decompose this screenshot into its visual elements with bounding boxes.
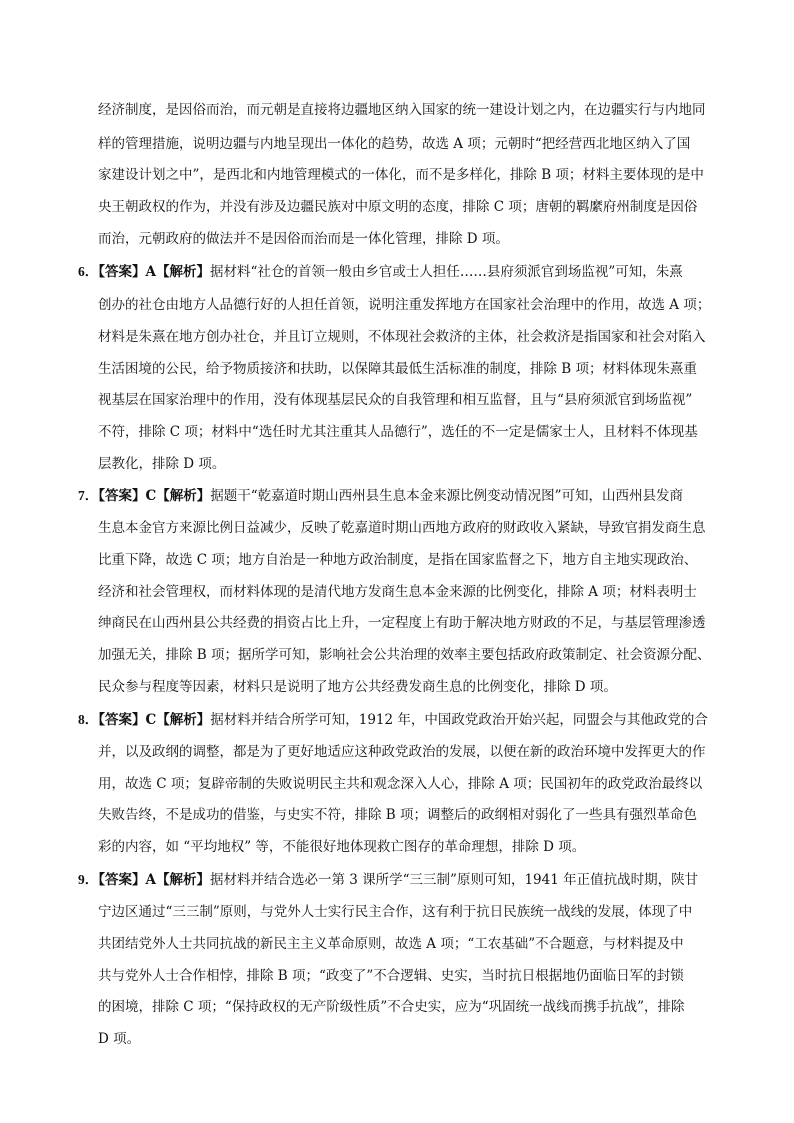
item-number: 6． bbox=[78, 264, 99, 279]
item-text: 创办的社仓由地方人品德行好的人担任首领，说明注重发挥地方在国家社会治理中的作用，故选 A 项； bbox=[98, 297, 711, 313]
item-text: 层教化，排除 D 项。 bbox=[98, 456, 226, 472]
item-text: 生活困境的公民，给予物质接济和扶助，以保障其最低生活标准的制度，排除 B 项；材料体现朱熹重 bbox=[98, 361, 698, 377]
item-text: 据材料并结合所学可知，1912 年，中国政党政治开始兴起，同盟会与其他政党的合 bbox=[210, 712, 708, 728]
item-text: 用，故选 C 项；复辟帝制的失败说明民主共和观念深入人心，排除 A 项；民国初年的政党政治最终以 bbox=[98, 776, 703, 792]
item-text: 据材料并结合选必一第 3 课所学“三三制”原则可知，1941 年正值抗战时期，陕甘 bbox=[209, 872, 699, 888]
answer-item-6-first-line bbox=[78, 263, 683, 281]
item-text: 绅商民在山西州县公共经费的捐资占比上升，一定程度上有助于解决地方财政的不足，与基层管理渗透 bbox=[98, 615, 706, 631]
answer-analysis-tag: 【答案】A【解析】 bbox=[98, 872, 210, 888]
item-text: 民众参与程度等因素，材料只是说明了地方公共经费发商生息的比例变化，排除 D 项。 bbox=[98, 679, 617, 695]
item-text: 共与党外人士合作相悖，排除 B 项；“政变了”不合逻辑、史实，当时抗日根据地仍面临日军的封锁 bbox=[98, 968, 684, 984]
answer-analysis-tag: 【答案】A【解析】 bbox=[98, 264, 210, 280]
answer-analysis-tag: 【答案】C【解析】 bbox=[98, 488, 211, 504]
answer-item-8-first-line bbox=[78, 711, 708, 729]
item-text: 失败告终，不是成功的借鉴，与史实不符，排除 B 项；调整后的政纲相对弱化了一些具有强烈革命色 bbox=[98, 807, 698, 823]
continuation-line: 而治，元朝政府的做法并不是因俗而治而是一体化管理，排除 D 项。 bbox=[98, 231, 509, 247]
item-text: 生息本金官方来源比例日益减少，反映了乾嘉道时期山西地方政府的财政收入紧缺，导致官捐发商生息 bbox=[98, 520, 706, 536]
item-text: 并，以及政纲的调整，都是为了更好地适应这种政党政治的发展，以便在新的政治环境中发挥更大的作 bbox=[98, 744, 706, 760]
item-text: 比重下降，故选 C 项；地方自治是一种地方政治制度，是指在国家监督之下，地方自主地实现政治、 bbox=[98, 552, 698, 568]
item-text: 加强无关，排除 B 项；据所学可知，影响社会公共治理的效率主要包括政府政策制定、社会资源分配、 bbox=[98, 647, 711, 663]
answer-analysis-tag: 【答案】C【解析】 bbox=[98, 712, 211, 728]
item-text: 彩的内容，如 “平均地权” 等，不能很好地体现救亡图存的革命理想，排除 D 项。 bbox=[98, 839, 586, 855]
item-number: 8． bbox=[78, 712, 99, 727]
item-text: D 项。 bbox=[98, 1031, 141, 1047]
continuation-line: 央王朝政权的作为，并没有涉及边疆民族对中原文明的态度，排除 C 项；唐朝的羁縻府州制度是因俗 bbox=[98, 199, 698, 215]
answer-item-9-first-line bbox=[78, 871, 698, 889]
item-text: 不符，排除 C 项；材料中“选任时尤其注重其人品德行”，选任的不一定是儒家士人，且材料不体现基 bbox=[98, 424, 698, 440]
item-number: 9． bbox=[78, 872, 99, 887]
continuation-line: 家建设计划之中”，是西北和内地管理模式的一体化，而不是多样化，排除 B 项；材料主要体现的是中 bbox=[98, 167, 704, 183]
continuation-line: 经济制度，是因俗而治，而元朝是直接将边疆地区纳入国家的统一建设计划之内，在边疆实行与内地同 bbox=[98, 102, 706, 118]
item-text: 的困境，排除 C 项；“保持政权的无产阶级性质”不合史实，应为“巩固统一战线而携手抗战”，排除 bbox=[98, 999, 685, 1015]
item-text: 据题干“乾嘉道时期山西州县生息本金来源比例变动情况图”可知，山西州县发商 bbox=[210, 488, 684, 504]
item-text: 据材料“社仓的首领一般由乡官或士人担任……县府须派官到场监视”可知，朱熹 bbox=[209, 264, 683, 280]
item-number: 7． bbox=[78, 488, 99, 503]
item-text: 经济和社会管理权，而材料体现的是清代地方发商生息本金来源的比例变化，排除 A 项；材料表明士 bbox=[98, 584, 697, 600]
item-text: 宁边区通过“三三制”原则，与党外人士实行民主合作，这有利于抗日民族统一战线的发展，体现了中 bbox=[98, 904, 693, 920]
continuation-line: 样的管理措施，说明边疆与内地呈现出一体化的趋势，故选 A 项；元朝时“把经营西北地区纳入了国 bbox=[98, 136, 691, 152]
item-text: 材料是朱熹在地方创办社仓，并且订立规则，不体现社会救济的主体，社会救济是指国家和社会对陷入 bbox=[98, 329, 706, 345]
item-text: 视基层在国家治理中的作用，没有体现基层民众的自我管理和相互监督，且与“县府须派官到场监视” bbox=[98, 392, 693, 408]
item-text: 共团结党外人士共同抗战的新民主主义革命原则，故选 A 项；“工农基础”不合题意，与材料提及中 bbox=[98, 936, 684, 952]
answer-item-7-first-line bbox=[78, 487, 683, 505]
